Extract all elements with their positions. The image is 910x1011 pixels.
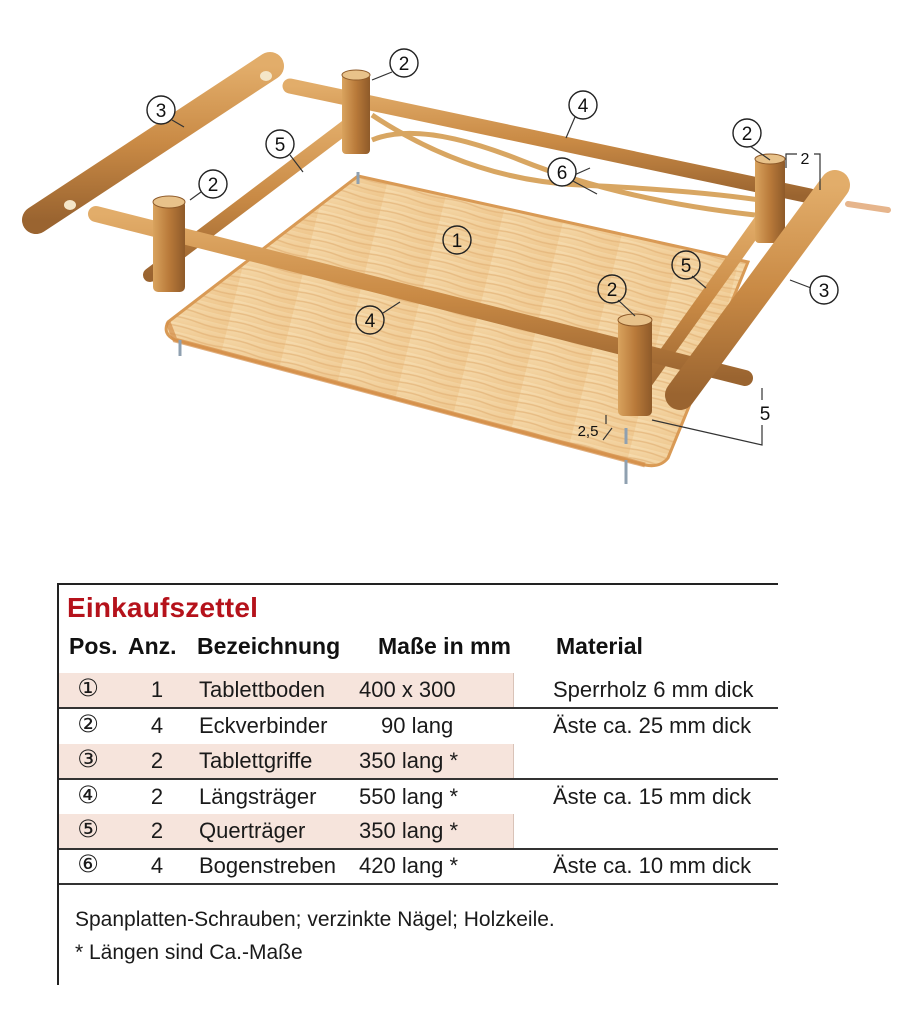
cell-material: Äste ca. 15 mm dick <box>553 784 752 809</box>
cell-masse: 400 x 300 <box>359 677 456 702</box>
cell-material: Äste ca. 10 mm dick <box>553 853 752 878</box>
table-row <box>59 780 778 815</box>
cell-bezeichnung: Eckverbinder <box>199 713 328 738</box>
cell-bezeichnung: Tablettgriffe <box>199 748 313 773</box>
cell-masse: 550 lang * <box>359 784 459 809</box>
svg-text:3: 3 <box>818 281 830 302</box>
svg-text:3: 3 <box>155 101 167 122</box>
cell-anz: 2 <box>150 784 164 809</box>
table-row <box>59 709 778 744</box>
cell-anz: 4 <box>150 713 164 738</box>
svg-text:2: 2 <box>398 54 410 75</box>
column-header-bezeichnung: Bezeichnung <box>197 633 341 659</box>
cell-pos: ⑥ <box>77 851 99 878</box>
svg-text:4: 4 <box>364 311 376 332</box>
column-header-pos: Pos. <box>69 633 118 659</box>
svg-text:6: 6 <box>556 163 568 184</box>
cell-anz: 1 <box>150 677 164 702</box>
cell-anz: 2 <box>150 818 164 843</box>
cell-pos: ⑤ <box>77 816 99 843</box>
cell-material: Sperrholz 6 mm dick <box>553 677 754 702</box>
dimension-2: 2 <box>800 151 810 168</box>
table-frame-top <box>57 583 778 585</box>
cell-bezeichnung: Bogenstreben <box>199 853 336 878</box>
column-header-masse: Maße in mm <box>378 633 511 659</box>
cell-bezeichnung: Querträger <box>199 818 306 843</box>
row-divider <box>59 883 778 885</box>
cell-bezeichnung: Längsträger <box>199 784 317 809</box>
column-header-material: Material <box>556 633 643 659</box>
svg-text:2: 2 <box>606 280 618 301</box>
svg-text:4: 4 <box>577 96 589 117</box>
parts-list-title: Einkaufszettel <box>67 592 259 623</box>
cell-anz: 2 <box>150 748 164 773</box>
cell-pos: ② <box>77 711 99 738</box>
svg-text:1: 1 <box>451 231 463 252</box>
cell-masse: 350 lang * <box>359 818 459 843</box>
table-row <box>59 744 778 779</box>
cell-anz: 4 <box>150 853 164 878</box>
cell-masse: 90 lang <box>381 713 454 738</box>
lengths-footnote: * Längen sind Ca.-Maße <box>75 941 303 964</box>
svg-text:5: 5 <box>680 256 692 277</box>
table-row <box>59 673 778 708</box>
dimension-5: 5 <box>759 404 771 425</box>
table-row <box>59 849 778 884</box>
hardware-note: Spanplatten-Schrauben; verzinkte Nägel; Holzkeile. <box>75 908 555 931</box>
cell-bezeichnung: Tablettboden <box>199 677 325 702</box>
svg-text:2: 2 <box>741 124 753 145</box>
column-header-anz: Anz. <box>128 633 177 659</box>
cell-masse: 350 lang * <box>359 748 459 773</box>
cell-pos: ④ <box>77 782 99 809</box>
table-row <box>59 814 778 849</box>
cell-masse: 420 lang * <box>359 853 459 878</box>
svg-text:5: 5 <box>274 135 286 156</box>
cell-pos: ① <box>77 675 99 702</box>
dimension-2-5: 2,5 <box>577 423 599 440</box>
svg-text:2: 2 <box>207 175 219 196</box>
cell-material: Äste ca. 25 mm dick <box>553 713 752 738</box>
cell-pos: ③ <box>77 746 99 773</box>
